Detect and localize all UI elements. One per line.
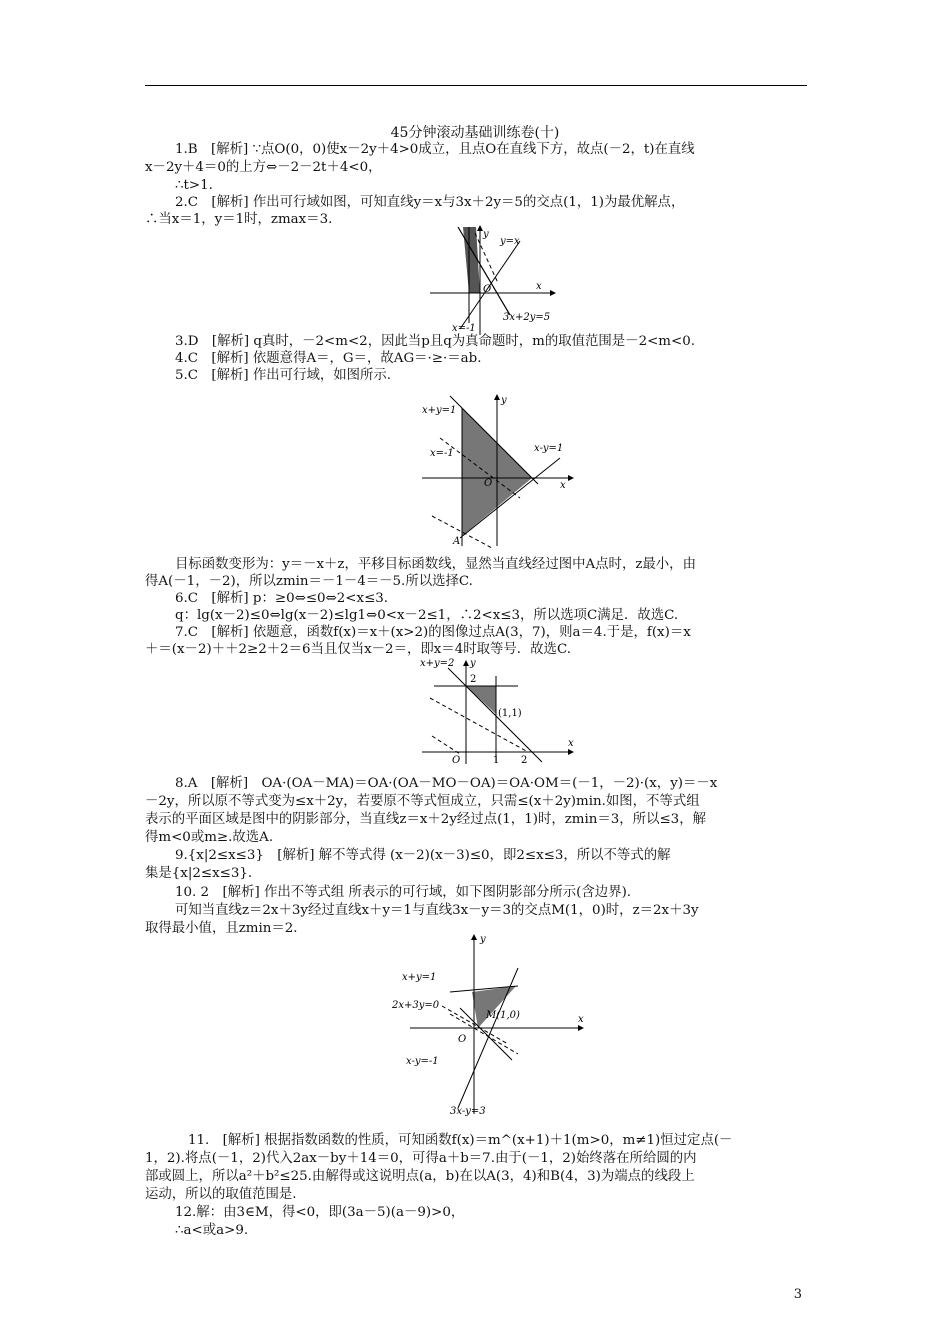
text-line: 11. [解析] 根据指数函数的性质，可知函数f(x)＝m^(x+1)＋1(m>0，m≠1)恒过定点(－ bbox=[188, 1133, 733, 1148]
text-line: －2y，所以原不等式变为≤x＋2y，若要原不等式恒成立，只需≤(x＋2y)min.如图，不等式组 bbox=[145, 794, 700, 809]
fig1-label: x bbox=[536, 281, 542, 292]
text-line: 4.C [解析] 依题意得A＝，G＝，故AG＝·≥·＝ab. bbox=[175, 351, 482, 366]
text-line: 取得最小值，且zmin＝2. bbox=[145, 921, 298, 936]
doc-title: 45分钟滚动基础训练卷(十) bbox=[390, 125, 560, 141]
text-line: ∴a<或a>9. bbox=[175, 1223, 249, 1238]
text-line: ＋＝(x－2)＋＋2≥2＋2＝6当且仅当x－2＝，即x＝4时取等号．故选C. bbox=[145, 642, 571, 657]
text-line: 部或圆上，所以a²＋b²≤25.由解得或这说明点(a，b)在以A(3，4)和B(4，3)为端点的线段上 bbox=[145, 1169, 695, 1184]
text-line: 12.解：由3∈M，得<0，即(3a－5)(a－9)>0， bbox=[175, 1205, 465, 1220]
fig3-label: 1 bbox=[493, 755, 500, 766]
text-line: 运动，所以的取值范围是. bbox=[145, 1187, 297, 1202]
text-line: 9.{x|2≤x≤3} [解析] 解不等式得 (x－2)(x－3)≤0，即2≤x≤3，所以不等式的解 bbox=[175, 848, 671, 863]
fig4-label: x+y=1 bbox=[402, 972, 437, 983]
fig4-label: 2x+3y=0 bbox=[392, 1000, 440, 1011]
fig3-label: 2 bbox=[521, 755, 528, 766]
text-line: 集是{x|2≤x≤3}. bbox=[145, 866, 253, 881]
fig3-label: O bbox=[452, 755, 461, 766]
fig1-label: O bbox=[483, 284, 492, 295]
fig3-label: 2 bbox=[470, 674, 477, 685]
fig2-label: x bbox=[560, 480, 566, 491]
text-line: 可知当直线z＝2x＋3y经过直线x＋y＝1与直线3x－y＝3的交点M(1，0)时，z＝2x＋3y bbox=[175, 903, 699, 918]
fig1-label: y bbox=[483, 229, 489, 240]
text-line: 7.C [解析] 依题意，函数f(x)＝x＋(x>2)的图像过点A(3，7)，则a＝4.于是，f(x)＝x bbox=[175, 625, 691, 640]
figure-4 bbox=[390, 928, 600, 1116]
figure-2 bbox=[420, 388, 580, 548]
fig1-label: y=x bbox=[500, 236, 520, 247]
fig2-label: O bbox=[484, 478, 493, 489]
fig2-label: x=-1 bbox=[430, 448, 454, 459]
text-line: ∴当x＝1，y＝1时，zmax＝3. bbox=[145, 212, 333, 227]
text-line: 目标函数变形为：y＝－x＋z，平移目标函数线，显然当直线经过图中A点时，z最小，由 bbox=[175, 557, 696, 572]
header-rule bbox=[145, 85, 807, 86]
figure-3 bbox=[420, 656, 580, 766]
fig3-label: x+y=2 bbox=[420, 658, 455, 669]
fig4-label: 3x-y=3 bbox=[450, 1106, 486, 1116]
fig3-label: (1,1) bbox=[498, 708, 522, 719]
text-line: 6.C [解析] p：≥0⇔≤0⇔2<x≤3. bbox=[175, 591, 389, 606]
fig3-label: y bbox=[470, 658, 476, 669]
page-number: 3 bbox=[793, 1287, 802, 1302]
text-line: 得A(－1，－2)，所以zmin＝－1－4＝－5.所以选择C. bbox=[145, 574, 473, 589]
fig4-label: O bbox=[458, 1034, 467, 1045]
text-line: 8.A [解析] OA·(OA－MA)＝OA·(OA－MO－OA)＝OA·OM＝(－1，－2)·(x，y)＝－x bbox=[175, 776, 718, 791]
text-line: 表示的平面区域是图中的阴影部分，当直线z＝x＋2y经过点(1，1)时，zmin＝3，所以≤3，解 bbox=[145, 812, 706, 827]
text-line: 5.C [解析] 作出可行域，如图所示. bbox=[175, 368, 392, 383]
text-line: q：lg(x－2)≤0⇔lg(x－2)≤lg1⇔0<x－2≤1，∴2<x≤3，所以选项C满足．故选C. bbox=[175, 608, 679, 623]
figure-1 bbox=[420, 225, 560, 337]
fig4-label: y bbox=[480, 934, 486, 945]
fig2-label: A bbox=[453, 536, 461, 547]
fig2-label: x-y=1 bbox=[534, 443, 564, 454]
text-line: 2.C [解析] 作出可行域如图，可知直线y＝x与3x＋2y＝5的交点(1，1)为最优解点， bbox=[175, 195, 685, 210]
fig4-label: M(1,0) bbox=[486, 1010, 520, 1021]
fig2-label: x+y=1 bbox=[422, 405, 457, 416]
text-line: 3.D [解析] q真时，－2<m<2，因此当p且q为真命题时，m的取值范围是－2<m<0. bbox=[175, 334, 696, 349]
fig4-label: x-y=-1 bbox=[406, 1056, 439, 1067]
fig2-label: y bbox=[501, 395, 507, 406]
fig4-label: x bbox=[578, 1014, 584, 1025]
fig1-label: 3x+2y=5 bbox=[503, 312, 551, 323]
fig3-label: x bbox=[568, 738, 574, 749]
text-line: 得m<0或m≥.故选A. bbox=[145, 830, 274, 845]
fig1-label: x=-1 bbox=[452, 323, 476, 334]
text-line: x－2y＋4＝0的上方⇔－2－2t＋4<0， bbox=[145, 160, 382, 175]
text-line: 1，2).将点(－1，2)代入2ax－by＋14＝0，可得a＋b＝7.由于(－1，2)始终落在所给圆的内 bbox=[145, 1151, 697, 1166]
text-line: 10. 2 [解析] 作出不等式组 所表示的可行域，如下图阴影部分所示(含边界). bbox=[175, 885, 632, 900]
text-line: ∴t>1. bbox=[175, 178, 213, 193]
text-line: 1.B [解析] ∵点O(0，0)使x－2y＋4>0成立，且点O在直线下方，故点(－2，t)在直线 bbox=[175, 142, 695, 157]
